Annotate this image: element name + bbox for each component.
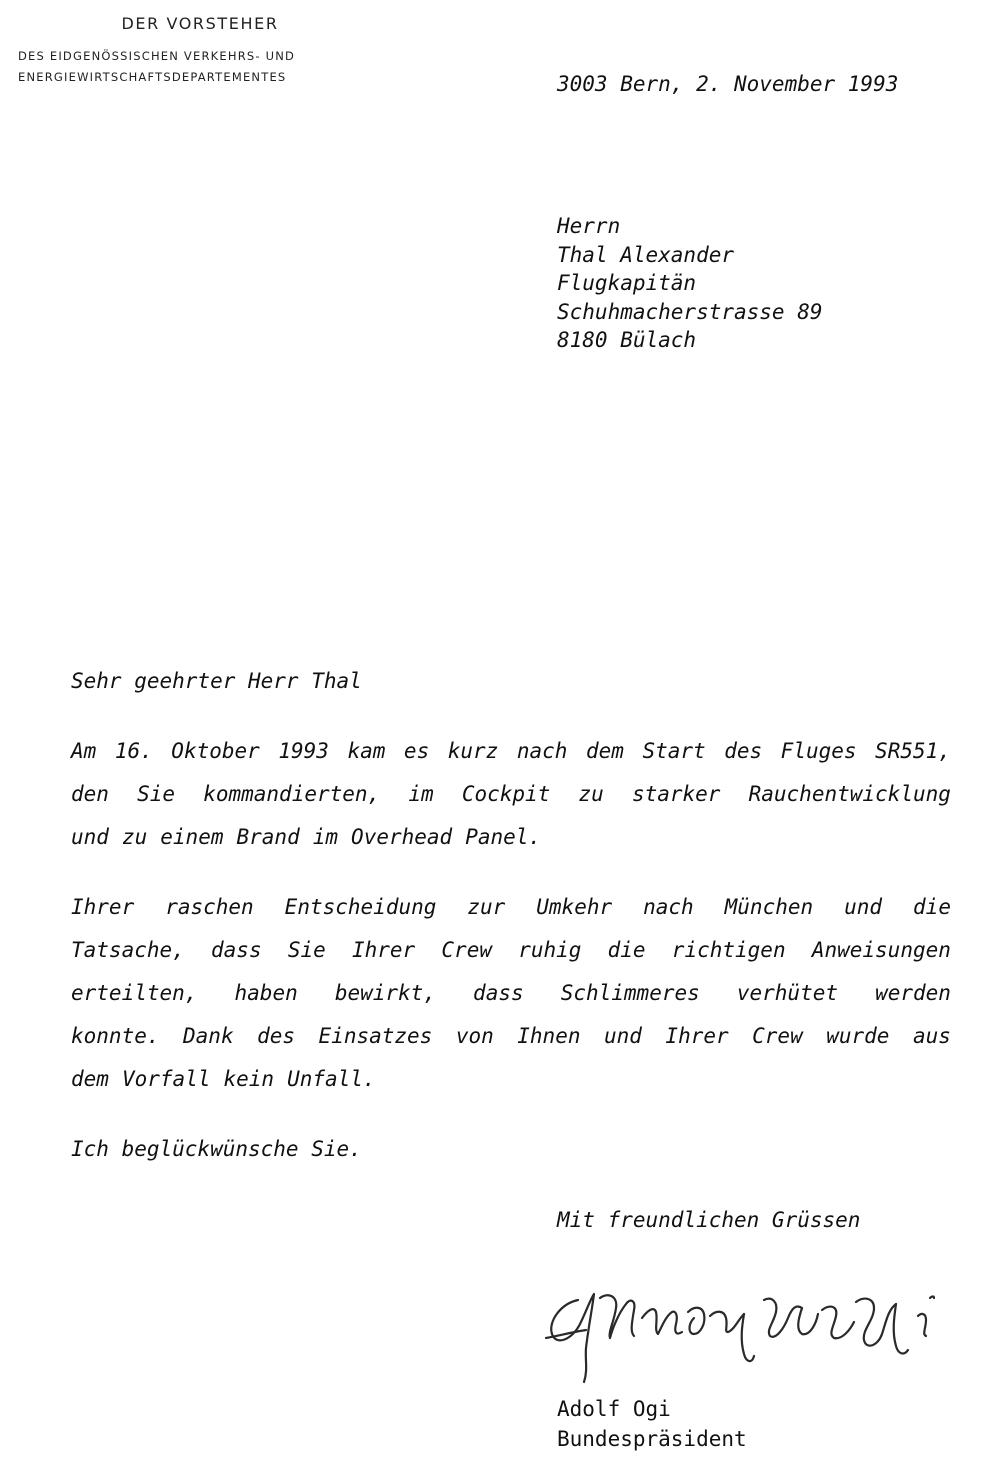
word: Tatsache,	[71, 938, 185, 962]
letterhead-title: DER VORSTEHER	[121, 14, 279, 33]
word: die	[913, 895, 951, 919]
word: aus	[912, 1024, 951, 1048]
word: 16.	[114, 739, 153, 763]
word: Overhead	[351, 825, 453, 849]
word: zur	[467, 895, 506, 919]
word: Schlimmeres	[560, 981, 700, 1005]
word: dem	[585, 739, 624, 763]
recipient-city: 8180 Bülach	[557, 328, 697, 352]
signature-text-hidden: A. Ogi	[538, 1270, 541, 1271]
word: und	[844, 895, 883, 919]
word: 1993	[278, 739, 329, 763]
word: zu	[121, 825, 148, 849]
word: Ihrer	[351, 938, 416, 962]
word: Oktober	[171, 739, 260, 763]
handwritten-signature	[538, 1270, 968, 1390]
word: im	[312, 825, 339, 849]
word: Dank	[183, 1024, 234, 1048]
word: dem	[71, 1067, 109, 1091]
word: und	[603, 1024, 642, 1048]
word: ruhig	[518, 938, 582, 962]
word: Panel.	[465, 825, 542, 849]
word: raschen	[165, 895, 254, 919]
word: Entscheidung	[284, 895, 437, 919]
word: dass	[211, 938, 262, 962]
closing-formula: Mit freundlichen Grüssen	[557, 1208, 861, 1232]
word: erteilten,	[71, 981, 198, 1005]
signer-name: Adolf Ogi	[557, 1397, 671, 1421]
word: Rauchentwicklung	[748, 782, 951, 806]
recipient-occupation: Flugkapitän	[557, 271, 697, 295]
paragraph-line	[71, 1015, 951, 1058]
paragraph-praise	[71, 886, 951, 1101]
word: nach	[516, 739, 568, 763]
recipient-salutation-line: Herrn	[557, 214, 621, 238]
word: kommandierten,	[203, 782, 381, 806]
word: München	[724, 895, 814, 919]
word: konnte.	[71, 1024, 160, 1048]
word: und	[71, 825, 109, 849]
paragraph-line	[71, 1058, 951, 1101]
word: richtigen	[671, 938, 786, 962]
word: kam	[347, 739, 386, 763]
word: zu	[578, 782, 604, 806]
word: Ihrer	[665, 1024, 729, 1048]
paragraph-incident	[71, 730, 951, 859]
word: werden	[875, 981, 951, 1005]
paragraph-line	[71, 929, 951, 972]
signer-block	[557, 1394, 747, 1454]
word: Start	[642, 739, 706, 763]
word: Sie	[137, 782, 176, 806]
recipient-address	[557, 212, 823, 355]
word: nach	[643, 895, 694, 919]
word: des	[724, 739, 763, 763]
word: Crew	[752, 1024, 803, 1048]
recipient-name: Thal Alexander	[557, 242, 735, 267]
word: starker	[631, 782, 721, 806]
paragraph-line	[71, 773, 951, 816]
paragraph-line	[71, 816, 951, 859]
word: bewirkt,	[334, 981, 436, 1005]
word: Ihnen	[517, 1024, 581, 1048]
word: Unfall.	[287, 1067, 376, 1091]
word: kein	[223, 1067, 275, 1091]
word: es	[403, 739, 430, 763]
word: einem	[160, 825, 224, 849]
word: den	[71, 782, 109, 806]
word: kurz	[447, 739, 499, 763]
word: Vorfall	[121, 1067, 211, 1091]
word: Cockpit	[461, 782, 551, 806]
word: Crew	[441, 938, 492, 962]
recipient-street: Schuhmacherstrasse 89	[557, 299, 823, 324]
word: im	[408, 782, 434, 806]
word: Brand	[236, 825, 300, 849]
word: Am	[71, 739, 97, 763]
signer-title: Bundespräsident	[557, 1427, 747, 1451]
word: Umkehr	[536, 895, 613, 919]
paragraph-line	[71, 886, 951, 929]
word: die	[607, 938, 646, 962]
word: Sie	[287, 938, 326, 962]
word: des	[257, 1024, 296, 1048]
letterhead-department-line-2: ENERGIEWIRTSCHAFTSDEPARTEMENTES	[18, 70, 287, 84]
word: SR551,	[875, 739, 951, 763]
letterhead-department-line-1: DES EIDGENÖSSISCHEN VERKEHRS- UND	[18, 49, 296, 63]
salutation: Sehr geehrter Herr Thal	[71, 669, 362, 693]
word: wurde	[826, 1024, 890, 1048]
word: Fluges	[780, 739, 857, 763]
word: Anweisungen	[811, 938, 951, 962]
word: von	[455, 1024, 494, 1048]
word: Einsatzes	[318, 1024, 433, 1048]
congratulation: Ich beglückwünsche Sie.	[71, 1137, 362, 1161]
word: dass	[473, 981, 524, 1005]
place-and-date: 3003 Bern, 2. November 1993	[557, 72, 899, 96]
paragraph-line	[71, 730, 951, 773]
paragraph-line	[71, 972, 951, 1015]
word: Ihrer	[71, 895, 135, 919]
word: verhütet	[736, 981, 839, 1005]
word: haben	[234, 981, 298, 1005]
